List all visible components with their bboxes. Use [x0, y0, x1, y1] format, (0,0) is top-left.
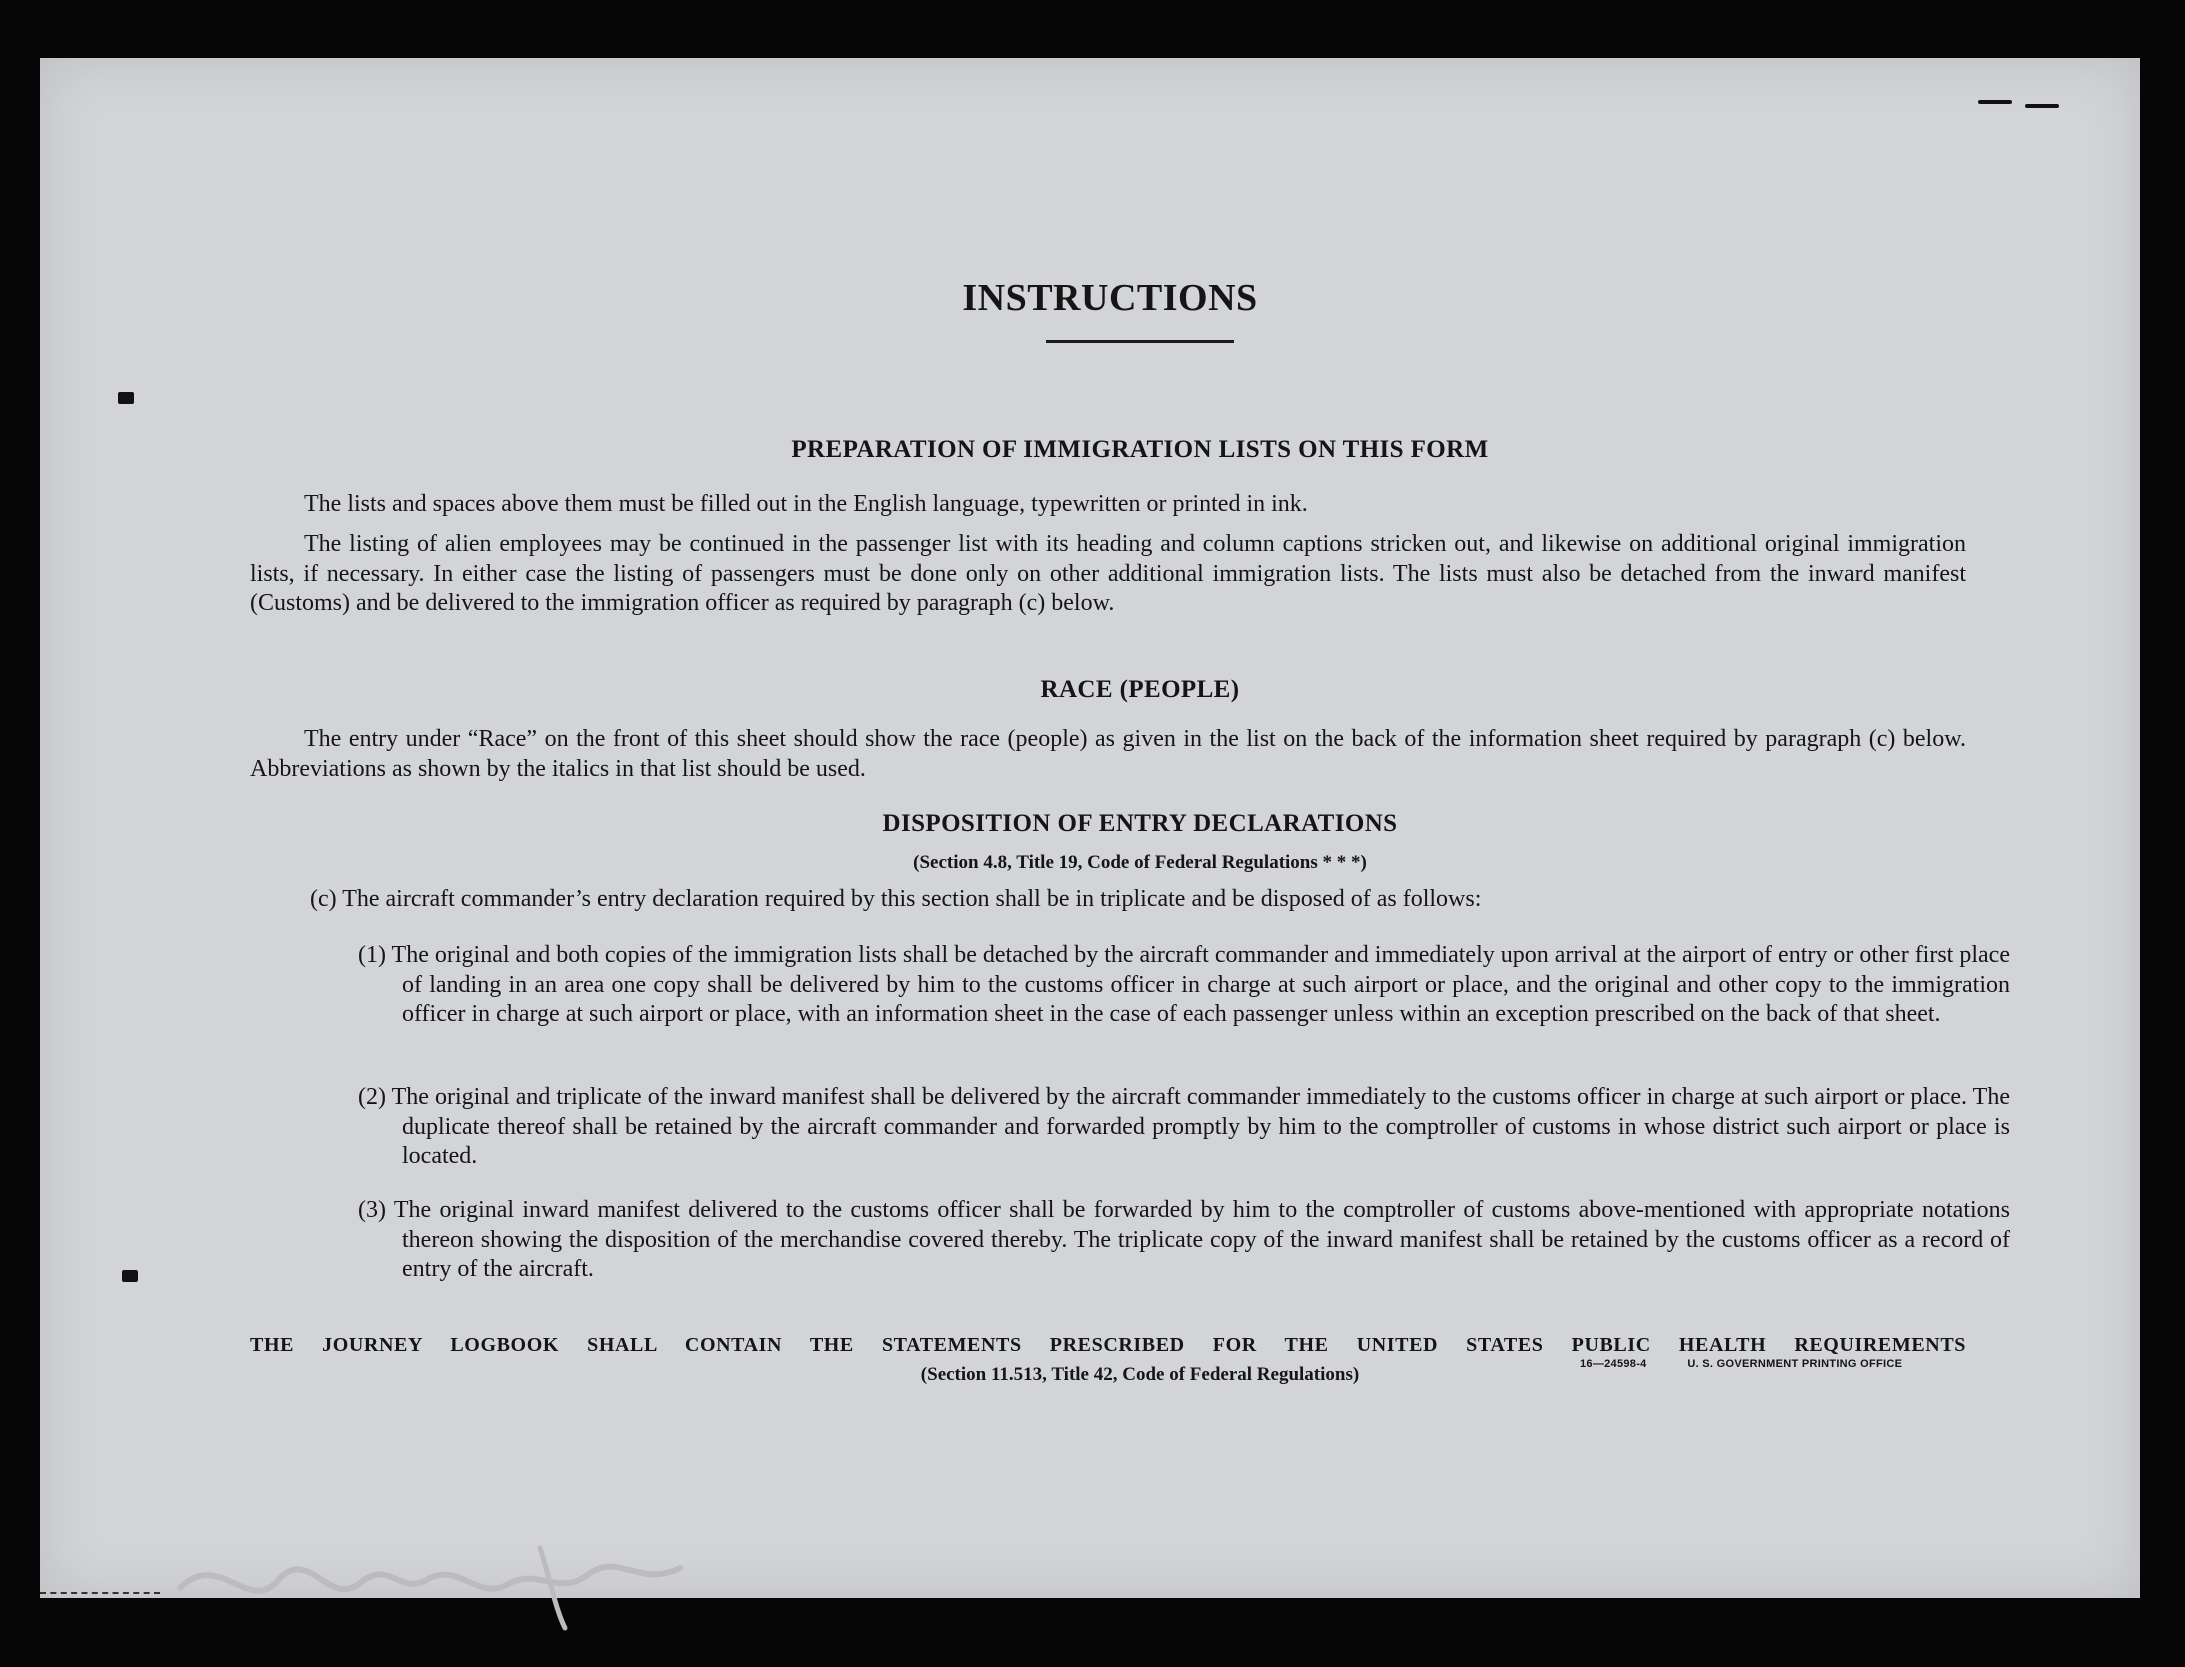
section-heading-preparation: PREPARATION OF IMMIGRATION LISTS ON THIS FORM	[791, 436, 1489, 463]
binding-mark-bottom	[122, 1270, 138, 1282]
section-heading-race: RACE (PEOPLE)	[1040, 676, 1240, 703]
document-sheet	[40, 58, 2140, 1598]
page-title: INSTRUCTIONS	[962, 277, 1258, 319]
corner-dash-mark-2	[2025, 104, 2059, 108]
list-item-1: (1) The original and both copies of the immigration lists shall be detached by the aircraft commander and immediately upon arrival at the airport of entry or other first place of landing in an area one copy shall be delivered by him to the customs officer in charge at such airport or place, and the original and other copy to the immigration officer in charge at such airport or place, with an information sheet in the case of each passenger unless within an exception prescribed on the back of that sheet.	[358, 942, 2010, 1027]
title-underline	[1046, 340, 1234, 343]
list-item-3: (3) The original inward manifest delivered to the customs officer shall be forwarded by him to the comptroller of customs above-mentioned with appropriate notations thereon showing the disposition of the merchandise covered thereby. The triplicate copy of the inward manifest shall be retained by the customs officer as a record of entry of the aircraft.	[358, 1197, 2010, 1282]
footer-reference: (Section 11.513, Title 42, Code of Federal Regulations)	[920, 1364, 1360, 1385]
list-item-2: (2) The original and triplicate of the inward manifest shall be delivered by the aircraft commander immediately to the customs officer in charge at such airport or place. The duplicate thereof shall be retained by the aircraft commander and forwarded promptly by him to the comptroller of customs in whose district such airport or place is located.	[358, 1084, 2010, 1169]
faint-signature-drawing	[160, 1528, 720, 1638]
paragraph-preparation-1: The lists and spaces above them must be filled out in the English language, typewritten or printed in ink.	[304, 491, 1308, 517]
binding-mark-top	[118, 392, 134, 404]
printer-name: U. S. GOVERNMENT PRINTING OFFICE	[1687, 1358, 1903, 1370]
corner-dash-mark-1	[1978, 100, 2012, 104]
paragraph-c-intro: (c) The aircraft commander’s entry declaration required by this section shall be in triplicate and be disposed of as follows:	[310, 886, 1482, 912]
section-reference-title-19: (Section 4.8, Title 19, Code of Federal Regulations * * *)	[913, 852, 1367, 873]
printer-number: 16—24598-4	[1580, 1358, 1647, 1370]
bleed-through-text	[510, 138, 518, 172]
paragraph-preparation-2: The listing of alien employees may be continued in the passenger list with its heading and column captions stricken out, and likewise on additional original immigration lists, if necessary. In either case the listing of passengers must be done only on other additional immigration lists. The lists must also be detached from the inward manifest (Customs) and be delivered to the immigration officer as required by paragraph (c) below.	[250, 531, 1966, 616]
paragraph-race: The entry under “Race” on the front of this sheet should show the race (people) as given in the list on the back of the information sheet required by paragraph (c) below. Abbreviations as shown by the italics in that list should be used.	[250, 726, 1966, 782]
section-heading-disposition: DISPOSITION OF ENTRY DECLARATIONS	[882, 810, 1398, 837]
perforation-line	[40, 1592, 160, 1594]
printer-imprint	[1580, 1358, 1902, 1370]
footer-statement: THE JOURNEY LOGBOOK SHALL CONTAIN THE STATEMENTS PRESCRIBED FOR THE UNITED STATES PUBLIC HEALTH REQUIREMENTS	[250, 1334, 1966, 1356]
